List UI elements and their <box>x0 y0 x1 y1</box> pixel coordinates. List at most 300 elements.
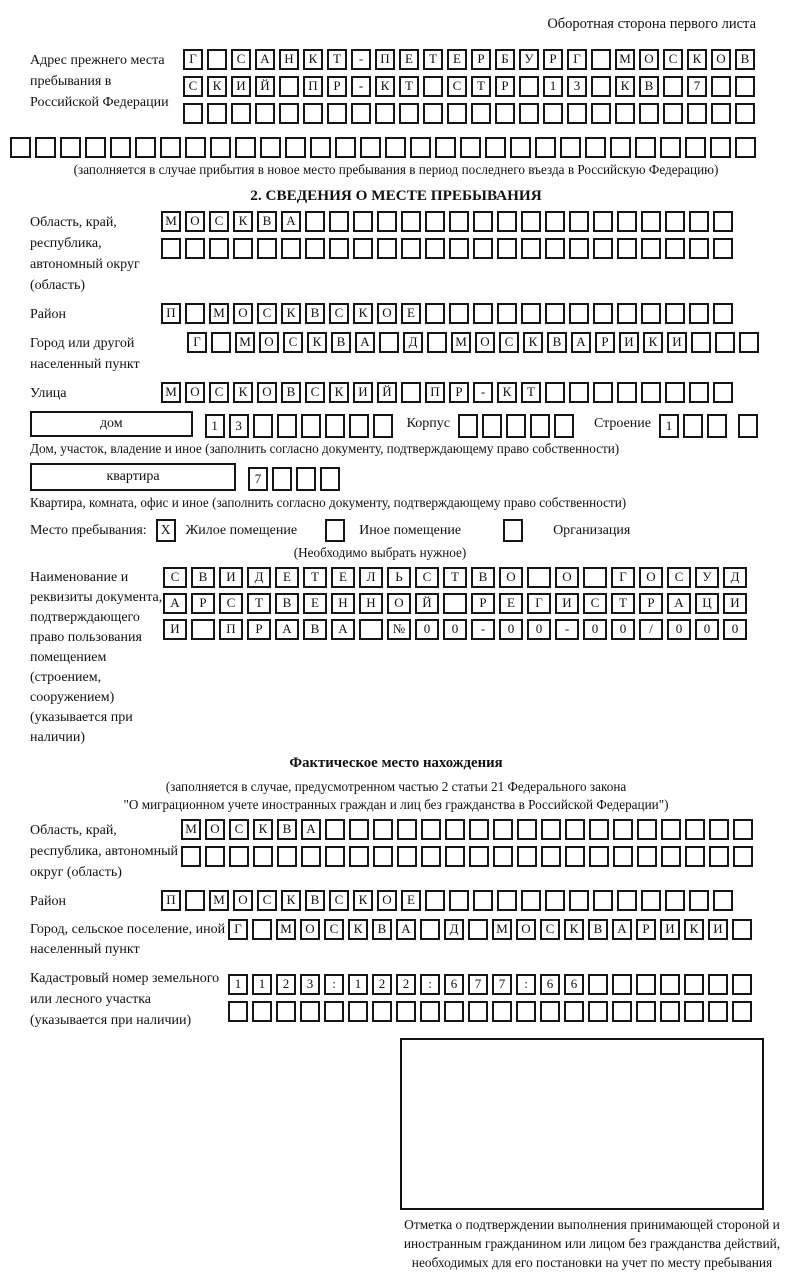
char-cell[interactable]: Т <box>303 567 327 588</box>
document-row1[interactable] <box>163 567 751 588</box>
char-cell[interactable] <box>541 846 561 867</box>
char-cell[interactable] <box>443 593 467 614</box>
char-cell[interactable]: 3 <box>300 974 320 995</box>
char-cell[interactable] <box>610 137 631 158</box>
char-cell[interactable]: Р <box>449 382 469 403</box>
char-cell[interactable]: Р <box>471 49 491 70</box>
char-cell[interactable]: : <box>516 974 536 995</box>
char-cell[interactable]: К <box>353 303 373 324</box>
char-cell[interactable] <box>660 974 680 995</box>
char-cell[interactable]: И <box>619 332 639 353</box>
char-cell[interactable] <box>665 211 685 232</box>
char-cell[interactable] <box>349 819 369 840</box>
char-cell[interactable]: 1 <box>205 414 225 438</box>
char-cell[interactable] <box>60 137 81 158</box>
char-cell[interactable] <box>252 919 272 940</box>
char-cell[interactable]: И <box>555 593 579 614</box>
char-cell[interactable]: 1 <box>228 974 248 995</box>
char-cell[interactable] <box>353 211 373 232</box>
char-cell[interactable]: О <box>205 819 225 840</box>
char-cell[interactable]: 0 <box>611 619 635 640</box>
char-cell[interactable]: Й <box>377 382 397 403</box>
actual-city-row[interactable] <box>228 919 756 940</box>
char-cell[interactable]: В <box>372 919 392 940</box>
char-cell[interactable] <box>469 846 489 867</box>
char-cell[interactable]: / <box>639 619 663 640</box>
char-cell[interactable]: В <box>639 76 659 97</box>
char-cell[interactable]: Р <box>543 49 563 70</box>
char-cell[interactable]: С <box>583 593 607 614</box>
char-cell[interactable] <box>635 137 656 158</box>
char-cell[interactable] <box>591 76 611 97</box>
char-cell[interactable] <box>435 137 456 158</box>
char-cell[interactable] <box>708 1001 728 1022</box>
char-cell[interactable] <box>715 332 735 353</box>
char-cell[interactable] <box>583 567 607 588</box>
char-cell[interactable]: И <box>723 593 747 614</box>
char-cell[interactable]: К <box>281 303 301 324</box>
actual-region-row2[interactable] <box>181 846 757 867</box>
char-cell[interactable] <box>665 238 685 259</box>
char-cell[interactable] <box>447 103 467 124</box>
char-cell[interactable] <box>569 211 589 232</box>
char-cell[interactable]: Н <box>331 593 355 614</box>
char-cell[interactable]: У <box>519 49 539 70</box>
char-cell[interactable] <box>713 238 733 259</box>
char-cell[interactable] <box>711 103 731 124</box>
char-cell[interactable] <box>423 103 443 124</box>
char-cell[interactable]: О <box>499 567 523 588</box>
char-cell[interactable]: Т <box>521 382 541 403</box>
char-cell[interactable]: О <box>185 382 205 403</box>
char-cell[interactable] <box>233 238 253 259</box>
char-cell[interactable] <box>135 137 156 158</box>
char-cell[interactable] <box>708 974 728 995</box>
city-row[interactable] <box>187 332 763 353</box>
char-cell[interactable]: Р <box>595 332 615 353</box>
char-cell[interactable] <box>279 103 299 124</box>
char-cell[interactable]: М <box>181 819 201 840</box>
checkbox-other-premises[interactable] <box>325 519 345 542</box>
char-cell[interactable] <box>493 846 513 867</box>
char-cell[interactable]: К <box>687 49 707 70</box>
char-cell[interactable] <box>211 332 231 353</box>
char-cell[interactable]: № <box>387 619 411 640</box>
char-cell[interactable]: : <box>324 974 344 995</box>
char-cell[interactable] <box>660 1001 680 1022</box>
char-cell[interactable]: 1 <box>659 414 679 438</box>
char-cell[interactable] <box>473 303 493 324</box>
char-cell[interactable]: В <box>331 332 351 353</box>
char-cell[interactable] <box>689 211 709 232</box>
char-cell[interactable] <box>373 819 393 840</box>
char-cell[interactable]: Е <box>447 49 467 70</box>
char-cell[interactable] <box>229 846 249 867</box>
char-cell[interactable] <box>665 890 685 911</box>
char-cell[interactable]: О <box>639 567 663 588</box>
char-cell[interactable]: А <box>396 919 416 940</box>
char-cell[interactable]: С <box>257 890 277 911</box>
char-cell[interactable] <box>329 238 349 259</box>
char-cell[interactable]: Р <box>639 593 663 614</box>
char-cell[interactable] <box>375 103 395 124</box>
char-cell[interactable] <box>285 137 306 158</box>
char-cell[interactable] <box>183 103 203 124</box>
char-cell[interactable]: С <box>257 303 277 324</box>
char-cell[interactable] <box>589 819 609 840</box>
char-cell[interactable] <box>449 890 469 911</box>
char-cell[interactable]: В <box>281 382 301 403</box>
char-cell[interactable] <box>569 238 589 259</box>
char-cell[interactable] <box>348 1001 368 1022</box>
char-cell[interactable]: С <box>163 567 187 588</box>
char-cell[interactable]: А <box>281 211 301 232</box>
char-cell[interactable]: К <box>615 76 635 97</box>
char-cell[interactable]: Т <box>443 567 467 588</box>
char-cell[interactable] <box>492 1001 512 1022</box>
char-cell[interactable] <box>733 819 753 840</box>
char-cell[interactable]: С <box>329 890 349 911</box>
char-cell[interactable] <box>85 137 106 158</box>
char-cell[interactable] <box>445 846 465 867</box>
char-cell[interactable] <box>253 846 273 867</box>
char-cell[interactable]: С <box>229 819 249 840</box>
char-cell[interactable] <box>521 211 541 232</box>
char-cell[interactable]: Г <box>228 919 248 940</box>
char-cell[interactable] <box>257 238 277 259</box>
char-cell[interactable]: В <box>735 49 755 70</box>
char-cell[interactable]: И <box>353 382 373 403</box>
char-cell[interactable]: П <box>219 619 243 640</box>
document-row2[interactable] <box>163 593 751 614</box>
char-cell[interactable]: П <box>375 49 395 70</box>
char-cell[interactable]: Е <box>399 49 419 70</box>
char-cell[interactable]: С <box>447 76 467 97</box>
char-cell[interactable] <box>687 103 707 124</box>
char-cell[interactable] <box>663 76 683 97</box>
char-cell[interactable] <box>593 303 613 324</box>
char-cell[interactable]: Е <box>499 593 523 614</box>
char-cell[interactable]: 0 <box>527 619 551 640</box>
char-cell[interactable] <box>497 238 517 259</box>
char-cell[interactable]: И <box>163 619 187 640</box>
char-cell[interactable]: Т <box>423 49 443 70</box>
char-cell[interactable] <box>661 846 681 867</box>
char-cell[interactable] <box>396 1001 416 1022</box>
char-cell[interactable]: Д <box>247 567 271 588</box>
char-cell[interactable] <box>449 238 469 259</box>
char-cell[interactable] <box>473 890 493 911</box>
char-cell[interactable] <box>444 1001 464 1022</box>
char-cell[interactable]: 1 <box>348 974 368 995</box>
char-cell[interactable] <box>641 303 661 324</box>
char-cell[interactable]: 7 <box>468 974 488 995</box>
cadastral-row2[interactable] <box>228 1001 756 1022</box>
char-cell[interactable] <box>519 103 539 124</box>
char-cell[interactable]: 0 <box>415 619 439 640</box>
char-cell[interactable] <box>272 467 292 491</box>
prev-address-row2[interactable] <box>183 76 759 97</box>
char-cell[interactable] <box>689 238 709 259</box>
char-cell[interactable] <box>585 137 606 158</box>
char-cell[interactable]: К <box>207 76 227 97</box>
char-cell[interactable] <box>327 103 347 124</box>
char-cell[interactable] <box>560 137 581 158</box>
char-cell[interactable]: К <box>523 332 543 353</box>
char-cell[interactable]: О <box>259 332 279 353</box>
char-cell[interactable]: О <box>377 890 397 911</box>
char-cell[interactable] <box>351 103 371 124</box>
char-cell[interactable]: 6 <box>540 974 560 995</box>
char-cell[interactable]: Т <box>327 49 347 70</box>
char-cell[interactable]: Г <box>527 593 551 614</box>
char-cell[interactable]: Т <box>247 593 271 614</box>
char-cell[interactable] <box>209 238 229 259</box>
char-cell[interactable]: К <box>329 382 349 403</box>
char-cell[interactable] <box>277 846 297 867</box>
char-cell[interactable]: Р <box>327 76 347 97</box>
char-cell[interactable] <box>303 103 323 124</box>
char-cell[interactable] <box>473 211 493 232</box>
char-cell[interactable]: О <box>387 593 411 614</box>
char-cell[interactable]: А <box>331 619 355 640</box>
char-cell[interactable]: К <box>307 332 327 353</box>
char-cell[interactable] <box>613 846 633 867</box>
char-cell[interactable]: - <box>471 619 495 640</box>
char-cell[interactable] <box>709 846 729 867</box>
char-cell[interactable] <box>567 103 587 124</box>
char-cell[interactable] <box>613 819 633 840</box>
char-cell[interactable] <box>517 846 537 867</box>
char-cell[interactable] <box>588 974 608 995</box>
char-cell[interactable] <box>527 567 551 588</box>
char-cell[interactable] <box>710 137 731 158</box>
char-cell[interactable]: 0 <box>695 619 719 640</box>
char-cell[interactable]: В <box>303 619 327 640</box>
prev-address-row3[interactable] <box>183 103 759 124</box>
char-cell[interactable]: В <box>191 567 215 588</box>
char-cell[interactable] <box>545 238 565 259</box>
char-cell[interactable]: О <box>300 919 320 940</box>
char-cell[interactable]: В <box>305 890 325 911</box>
char-cell[interactable]: А <box>255 49 275 70</box>
char-cell[interactable] <box>401 238 421 259</box>
char-cell[interactable] <box>541 819 561 840</box>
char-cell[interactable] <box>713 303 733 324</box>
char-cell[interactable] <box>372 1001 392 1022</box>
char-cell[interactable] <box>569 382 589 403</box>
char-cell[interactable] <box>252 1001 272 1022</box>
char-cell[interactable] <box>735 137 756 158</box>
char-cell[interactable] <box>612 974 632 995</box>
char-cell[interactable] <box>497 890 517 911</box>
char-cell[interactable] <box>335 137 356 158</box>
char-cell[interactable]: С <box>329 303 349 324</box>
char-cell[interactable]: И <box>231 76 251 97</box>
char-cell[interactable]: 6 <box>564 974 584 995</box>
char-cell[interactable] <box>545 382 565 403</box>
char-cell[interactable] <box>683 414 703 438</box>
char-cell[interactable] <box>35 137 56 158</box>
char-cell[interactable]: У <box>695 567 719 588</box>
char-cell[interactable] <box>661 819 681 840</box>
char-cell[interactable] <box>485 137 506 158</box>
char-cell[interactable] <box>349 846 369 867</box>
char-cell[interactable] <box>497 303 517 324</box>
char-cell[interactable] <box>665 382 685 403</box>
char-cell[interactable] <box>320 467 340 491</box>
char-cell[interactable]: Г <box>567 49 587 70</box>
char-cell[interactable] <box>181 846 201 867</box>
char-cell[interactable] <box>377 238 397 259</box>
char-cell[interactable]: О <box>185 211 205 232</box>
char-cell[interactable] <box>691 332 711 353</box>
char-cell[interactable] <box>521 890 541 911</box>
char-cell[interactable] <box>421 846 441 867</box>
char-cell[interactable] <box>521 303 541 324</box>
char-cell[interactable] <box>325 819 345 840</box>
char-cell[interactable] <box>310 137 331 158</box>
char-cell[interactable] <box>665 303 685 324</box>
char-cell[interactable]: К <box>303 49 323 70</box>
char-cell[interactable]: 3 <box>229 414 249 438</box>
char-cell[interactable] <box>373 846 393 867</box>
char-cell[interactable] <box>738 414 758 438</box>
char-cell[interactable] <box>423 76 443 97</box>
char-cell[interactable] <box>506 414 526 438</box>
char-cell[interactable]: А <box>612 919 632 940</box>
char-cell[interactable] <box>425 211 445 232</box>
char-cell[interactable] <box>420 1001 440 1022</box>
char-cell[interactable] <box>732 919 752 940</box>
char-cell[interactable]: Г <box>611 567 635 588</box>
char-cell[interactable] <box>641 238 661 259</box>
char-cell[interactable]: 1 <box>543 76 563 97</box>
char-cell[interactable]: - <box>351 76 371 97</box>
char-cell[interactable] <box>617 890 637 911</box>
char-cell[interactable]: - <box>555 619 579 640</box>
char-cell[interactable]: К <box>684 919 704 940</box>
char-cell[interactable]: О <box>257 382 277 403</box>
char-cell[interactable] <box>493 819 513 840</box>
char-cell[interactable]: С <box>663 49 683 70</box>
char-cell[interactable] <box>569 890 589 911</box>
char-cell[interactable] <box>639 103 659 124</box>
char-cell[interactable] <box>420 919 440 940</box>
char-cell[interactable]: Т <box>611 593 635 614</box>
char-cell[interactable] <box>296 467 316 491</box>
char-cell[interactable] <box>637 846 657 867</box>
char-cell[interactable]: О <box>377 303 397 324</box>
char-cell[interactable] <box>185 137 206 158</box>
char-cell[interactable] <box>205 846 225 867</box>
char-cell[interactable] <box>733 846 753 867</box>
char-cell[interactable] <box>685 137 706 158</box>
char-cell[interactable] <box>401 382 421 403</box>
apartment-type-box[interactable]: квартира <box>30 463 236 491</box>
char-cell[interactable] <box>593 382 613 403</box>
char-cell[interactable] <box>713 211 733 232</box>
char-cell[interactable] <box>521 238 541 259</box>
char-cell[interactable]: Г <box>183 49 203 70</box>
char-cell[interactable]: - <box>351 49 371 70</box>
char-cell[interactable] <box>735 76 755 97</box>
char-cell[interactable]: 0 <box>723 619 747 640</box>
char-cell[interactable]: О <box>475 332 495 353</box>
char-cell[interactable]: С <box>283 332 303 353</box>
char-cell[interactable]: 2 <box>276 974 296 995</box>
char-cell[interactable] <box>373 414 393 438</box>
prev-address-row1[interactable] <box>183 49 759 70</box>
char-cell[interactable]: Ь <box>387 567 411 588</box>
char-cell[interactable]: М <box>209 303 229 324</box>
char-cell[interactable]: Д <box>723 567 747 588</box>
char-cell[interactable] <box>325 846 345 867</box>
char-cell[interactable] <box>663 103 683 124</box>
char-cell[interactable] <box>617 238 637 259</box>
char-cell[interactable]: 0 <box>667 619 691 640</box>
char-cell[interactable] <box>739 332 759 353</box>
char-cell[interactable] <box>210 137 231 158</box>
char-cell[interactable]: К <box>253 819 273 840</box>
char-cell[interactable] <box>235 137 256 158</box>
char-cell[interactable] <box>360 137 381 158</box>
char-cell[interactable]: В <box>275 593 299 614</box>
char-cell[interactable]: А <box>667 593 691 614</box>
char-cell[interactable] <box>591 103 611 124</box>
stroenie-row[interactable] <box>659 414 762 435</box>
char-cell[interactable] <box>516 1001 536 1022</box>
char-cell[interactable]: И <box>219 567 243 588</box>
char-cell[interactable]: Е <box>331 567 355 588</box>
char-cell[interactable]: К <box>233 382 253 403</box>
char-cell[interactable] <box>593 211 613 232</box>
char-cell[interactable]: С <box>667 567 691 588</box>
char-cell[interactable] <box>349 414 369 438</box>
char-cell[interactable] <box>449 211 469 232</box>
char-cell[interactable]: С <box>499 332 519 353</box>
char-cell[interactable] <box>207 103 227 124</box>
region-row2[interactable] <box>161 238 737 259</box>
char-cell[interactable] <box>277 414 297 438</box>
district-row[interactable] <box>161 303 737 324</box>
char-cell[interactable] <box>615 103 635 124</box>
char-cell[interactable]: К <box>353 890 373 911</box>
char-cell[interactable]: И <box>708 919 728 940</box>
char-cell[interactable]: Е <box>303 593 327 614</box>
char-cell[interactable] <box>689 890 709 911</box>
korpus-row[interactable] <box>458 414 578 435</box>
char-cell[interactable]: К <box>281 890 301 911</box>
char-cell[interactable]: В <box>471 567 495 588</box>
char-cell[interactable]: О <box>516 919 536 940</box>
house-number-row[interactable] <box>205 414 397 435</box>
char-cell[interactable] <box>458 414 478 438</box>
char-cell[interactable] <box>510 137 531 158</box>
char-cell[interactable]: П <box>425 382 445 403</box>
char-cell[interactable] <box>641 382 661 403</box>
char-cell[interactable]: К <box>233 211 253 232</box>
char-cell[interactable] <box>689 382 709 403</box>
document-row3[interactable] <box>163 619 751 640</box>
char-cell[interactable] <box>554 414 574 438</box>
char-cell[interactable]: 7 <box>248 467 268 491</box>
char-cell[interactable] <box>301 414 321 438</box>
char-cell[interactable] <box>713 890 733 911</box>
char-cell[interactable]: О <box>711 49 731 70</box>
checkbox-organization[interactable] <box>503 519 523 542</box>
char-cell[interactable] <box>591 49 611 70</box>
